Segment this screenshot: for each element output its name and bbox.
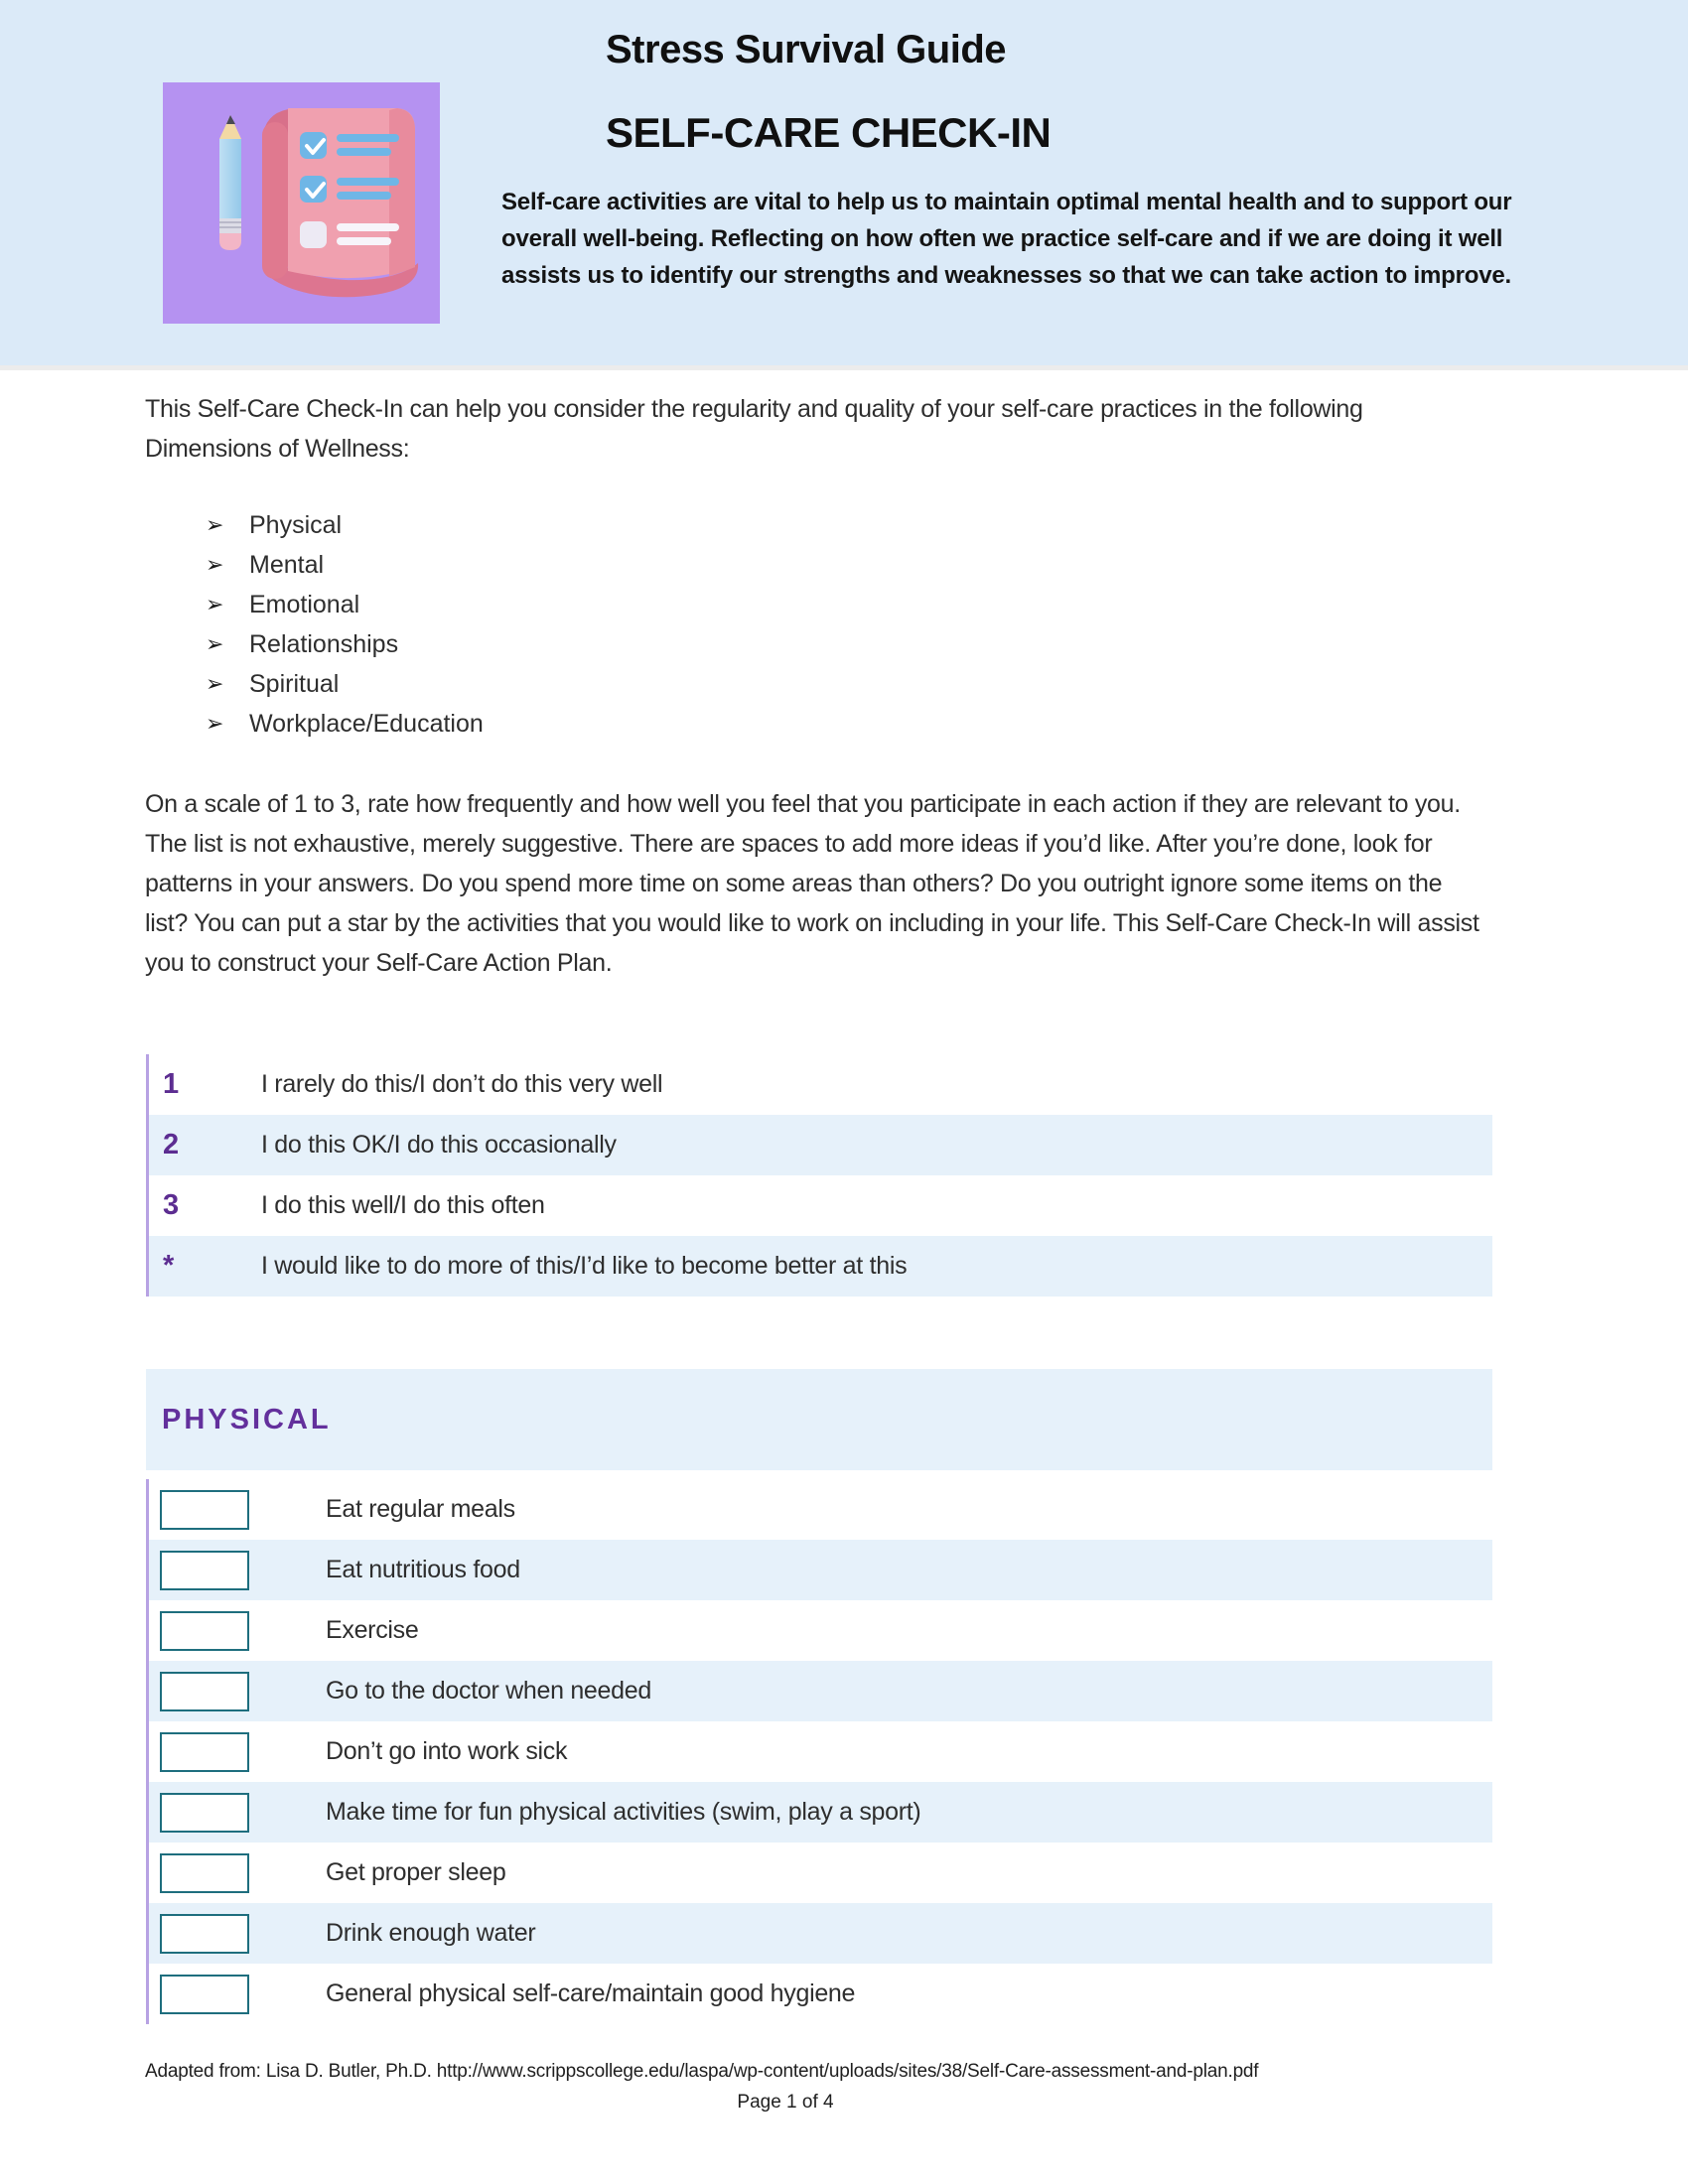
- rating-input-box[interactable]: [160, 1914, 249, 1954]
- rating-description: I do this well/I do this often: [261, 1191, 545, 1219]
- arrow-bullet-icon: ➢: [206, 592, 224, 616]
- dimension-label: Emotional: [249, 590, 360, 618]
- page-number: Page 1 of 4: [737, 2092, 834, 2113]
- dimension-label: Physical: [249, 510, 343, 539]
- section-header-physical: [146, 1369, 1492, 1470]
- arrow-bullet-icon: ➢: [206, 711, 224, 736]
- rating-key: 2: [163, 1129, 180, 1160]
- rating-description: I rarely do this/I don’t do this very well: [261, 1070, 663, 1098]
- rating-description: I would like to do more of this/I’d like to become better at this: [261, 1252, 908, 1280]
- arrow-bullet-icon: ➢: [206, 671, 224, 696]
- dimension-item: [206, 505, 484, 545]
- checklist-item-label: Don’t go into work sick: [326, 1737, 568, 1765]
- rating-input-box[interactable]: [160, 1853, 249, 1893]
- rating-scale-table: [146, 1054, 1492, 1297]
- source-attribution: Adapted from: Lisa D. Butler, Ph.D. http://www.scrippscollege.edu/laspa/wp-content/uploads/sites/38/Self-Care-assessment-and-plan.pdf: [145, 2061, 1259, 2082]
- rating-input-box[interactable]: [160, 1551, 249, 1590]
- dimension-item: [206, 664, 484, 704]
- section-title: PHYSICAL: [162, 1403, 332, 1435]
- dimensions-list: [206, 505, 484, 744]
- dimension-label: Relationships: [249, 629, 399, 658]
- rating-input-box[interactable]: [160, 1490, 249, 1530]
- arrow-bullet-icon: ➢: [206, 631, 224, 656]
- instructions-paragraph: On a scale of 1 to 3, rate how frequently and how well you feel that you participate in each action if they are relevant to you. The list is not exhaustive, merely suggestive. There are spaces to add more ideas if you’d like. After you’re done, look for patterns in your answers. Do you spend more time on some areas than others? Do you outright ignore some items on the list? You can put a star by the activities that you would like to work on including in your life. This Self-Care Check-In will assist you to construct your Self-Care Action Plan.: [145, 790, 1479, 977]
- checklist-row: [149, 1479, 1492, 1540]
- rating-key: *: [163, 1250, 175, 1282]
- arrow-bullet-icon: ➢: [206, 552, 224, 577]
- page-footer: [145, 2061, 1426, 2114]
- rating-row: [149, 1054, 1492, 1115]
- rating-row: [149, 1175, 1492, 1236]
- checklist-row: [149, 1540, 1492, 1600]
- checklist-item-label: Go to the doctor when needed: [326, 1677, 651, 1705]
- checklist-row: [149, 1843, 1492, 1903]
- dimension-item: [206, 545, 484, 585]
- checklist-item-label: Eat nutritious food: [326, 1556, 520, 1583]
- dimension-item: [206, 585, 484, 624]
- dimension-item: [206, 624, 484, 664]
- doc-title: Stress Survival Guide: [606, 28, 1007, 71]
- checklist-and-pencil-icon: [163, 82, 440, 324]
- checklist-row: [149, 1721, 1492, 1782]
- dimension-label: Mental: [249, 550, 325, 579]
- checklist-row: [149, 1964, 1492, 2024]
- rating-row: [149, 1236, 1492, 1297]
- checklist-item-label: Eat regular meals: [326, 1495, 515, 1523]
- rating-input-box[interactable]: [160, 1732, 249, 1772]
- dimension-label: Workplace/Education: [249, 709, 484, 738]
- rating-input-box[interactable]: [160, 1672, 249, 1711]
- checklist-row: [149, 1903, 1492, 1964]
- rating-key: 1: [163, 1068, 180, 1100]
- rating-input-box[interactable]: [160, 1975, 249, 2014]
- doc-subtitle: SELF-CARE CHECK-IN: [606, 109, 1052, 156]
- checklist-item-label: Drink enough water: [326, 1919, 536, 1947]
- rating-input-box[interactable]: [160, 1793, 249, 1833]
- checklist-item-label: Make time for fun physical activities (swim, play a sport): [326, 1798, 921, 1826]
- checklist-scroll-illustration: [163, 82, 440, 324]
- dimension-item: [206, 704, 484, 744]
- rating-row: [149, 1115, 1492, 1175]
- rating-description: I do this OK/I do this occasionally: [261, 1131, 617, 1159]
- physical-checklist: [146, 1479, 1492, 2024]
- intro-paragraph: This Self-Care Check-In can help you consider the regularity and quality of your self-care practices in the following Dimensions of Wellness:: [145, 395, 1363, 463]
- header-intro-paragraph: Self-care activities are vital to help us to maintain optimal mental health and to support our overall well-being. Reflecting on how often we practice self-care and if we are doing it well assists us to identify our strengths and weaknesses so that we can take action to improve.: [501, 189, 1512, 289]
- checklist-row: [149, 1661, 1492, 1721]
- header: [0, 0, 1688, 370]
- arrow-bullet-icon: ➢: [206, 512, 224, 537]
- checklist-item-label: Get proper sleep: [326, 1858, 506, 1886]
- checklist-item-label: General physical self-care/maintain good hygiene: [326, 1979, 856, 2007]
- rating-input-box[interactable]: [160, 1611, 249, 1651]
- rating-key: 3: [163, 1189, 180, 1221]
- checklist-row: [149, 1600, 1492, 1661]
- dimension-label: Spiritual: [249, 669, 340, 698]
- checklist-item-label: Exercise: [326, 1616, 419, 1644]
- checklist-row: [149, 1782, 1492, 1843]
